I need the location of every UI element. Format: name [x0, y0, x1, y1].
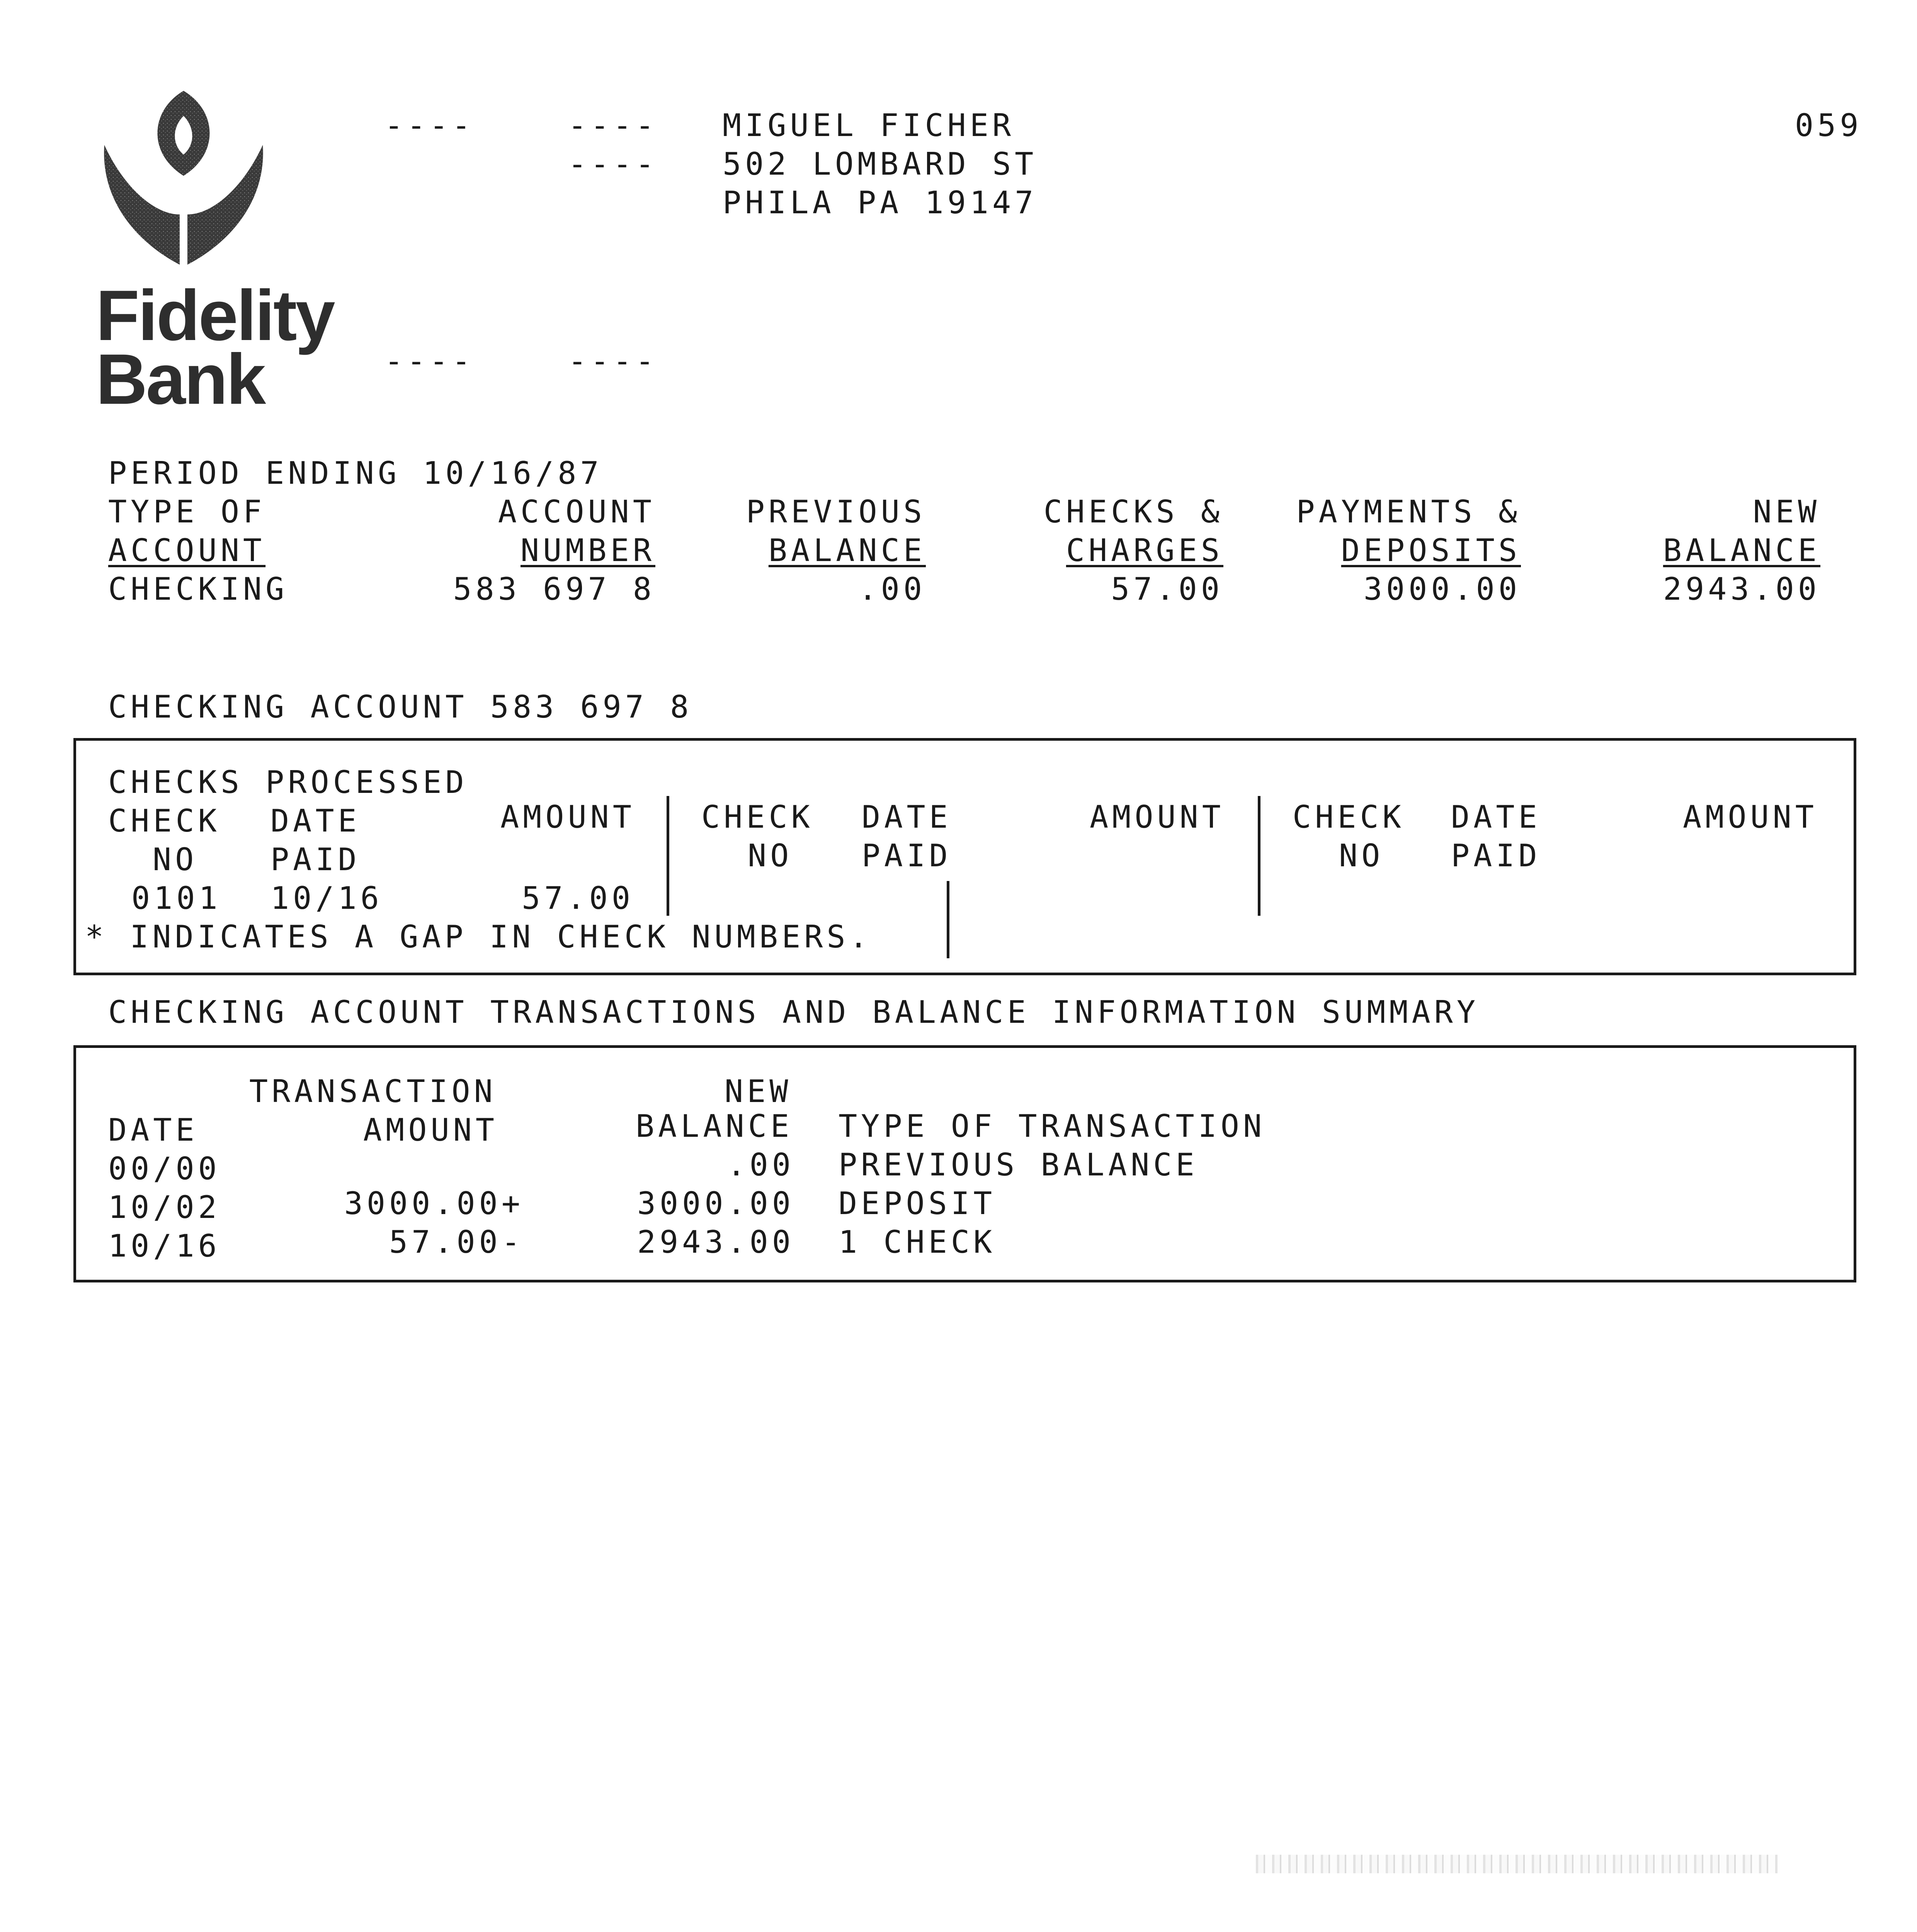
check-date-paid: 10/16	[270, 880, 383, 916]
col-header-amount: AMOUNT	[363, 1112, 498, 1148]
col-header-date: DATE	[1451, 799, 1541, 835]
column-divider	[947, 881, 949, 958]
col-header-date: DATE	[108, 1112, 198, 1148]
col-header-date: DATE	[270, 803, 361, 839]
col-header-check: CHECK	[108, 803, 221, 839]
placeholder-dash: ----	[568, 343, 658, 379]
scan-noise	[1256, 1855, 1778, 1873]
summary-type-value: CHECKING	[108, 571, 288, 607]
col-header-new: NEW	[725, 1073, 792, 1109]
summary-type-label-2: ACCOUNT	[108, 532, 266, 568]
check-amount: 57.00	[522, 880, 634, 916]
summary-account-label-2: NUMBER	[520, 532, 655, 568]
summary-previous-label-1: PREVIOUS	[746, 494, 926, 530]
col-header-no: NO	[153, 842, 198, 878]
transaction-date: 10/02	[108, 1189, 221, 1225]
col-header-amount: AMOUNT	[1683, 799, 1818, 835]
transaction-new-balance: .00	[727, 1147, 794, 1183]
summary-account-label-1: ACCOUNT	[498, 494, 655, 530]
summary-previous-value: .00	[858, 571, 926, 607]
logo-word-bank: Bank	[96, 340, 265, 419]
col-header-balance: BALANCE	[636, 1108, 793, 1144]
summary-deposits-value: 3000.00	[1363, 571, 1521, 607]
transaction-date: 10/16	[108, 1228, 221, 1264]
fidelity-bank-logo-icon	[93, 87, 274, 272]
col-header-paid: PAID	[1451, 838, 1541, 874]
col-header-type: TYPE OF TRANSACTION	[839, 1108, 1266, 1144]
col-header-no: NO	[1339, 838, 1384, 874]
logo-word-fidelity: Fidelity	[96, 276, 334, 355]
placeholder-dash: ----	[384, 343, 475, 379]
period-ending: PERIOD ENDING 10/16/87	[108, 455, 603, 491]
checks-processed-title: CHECKS PROCESSED	[108, 764, 468, 800]
checking-account-title: CHECKING ACCOUNT 583 697 8	[108, 689, 693, 725]
summary-type-label-1: TYPE OF	[108, 494, 266, 530]
col-header-no: NO	[748, 838, 793, 874]
transactions-section-title: CHECKING ACCOUNT TRANSACTIONS AND BALANCE INFORMATION SUMMARY	[108, 994, 1480, 1030]
page-code: 059	[1795, 107, 1863, 143]
column-divider	[1258, 796, 1260, 916]
summary-new-balance-label-2: BALANCE	[1663, 532, 1820, 568]
placeholder-dash: ----	[568, 107, 658, 143]
transaction-type: 1 CHECK	[839, 1224, 996, 1260]
col-header-check: CHECK	[1293, 799, 1405, 835]
transaction-type: DEPOSIT	[839, 1185, 996, 1221]
col-header-amount: AMOUNT	[500, 799, 635, 835]
column-divider	[667, 796, 669, 916]
summary-new-balance-label-1: NEW	[1753, 494, 1820, 530]
col-header-paid: PAID	[862, 838, 952, 874]
col-header-transaction: TRANSACTION	[249, 1073, 497, 1109]
customer-street: 502 LOMBARD ST	[723, 146, 1038, 182]
transaction-amount: 57.00-	[389, 1224, 524, 1260]
gap-note: * INDICATES A GAP IN CHECK NUMBERS.	[85, 919, 872, 955]
col-header-paid: PAID	[270, 842, 361, 878]
col-header-check: CHECK	[701, 799, 814, 835]
transaction-new-balance: 2943.00	[637, 1224, 794, 1260]
col-header-amount: AMOUNT	[1090, 799, 1225, 835]
transaction-date: 00/00	[108, 1151, 221, 1187]
summary-previous-label-2: BALANCE	[768, 532, 926, 568]
placeholder-dash: ----	[384, 107, 475, 143]
col-header-date: DATE	[862, 799, 952, 835]
placeholder-dash: ----	[568, 146, 658, 182]
summary-deposits-label-2: DEPOSITS	[1341, 532, 1521, 568]
check-number: 0101	[131, 880, 221, 916]
summary-new-balance-value: 2943.00	[1663, 571, 1820, 607]
customer-city: PHILA PA 19147	[723, 185, 1038, 221]
summary-charges-label-1: CHECKS &	[1043, 494, 1223, 530]
transaction-new-balance: 3000.00	[637, 1185, 794, 1221]
summary-charges-value: 57.00	[1111, 571, 1223, 607]
customer-name: MIGUEL FICHER	[723, 107, 1015, 143]
summary-deposits-label-1: PAYMENTS &	[1296, 494, 1521, 530]
transaction-type: PREVIOUS BALANCE	[839, 1147, 1198, 1183]
transaction-amount: 3000.00+	[344, 1185, 524, 1221]
summary-account-value: 583 697 8	[453, 571, 655, 607]
summary-charges-label-2: CHARGES	[1066, 532, 1223, 568]
